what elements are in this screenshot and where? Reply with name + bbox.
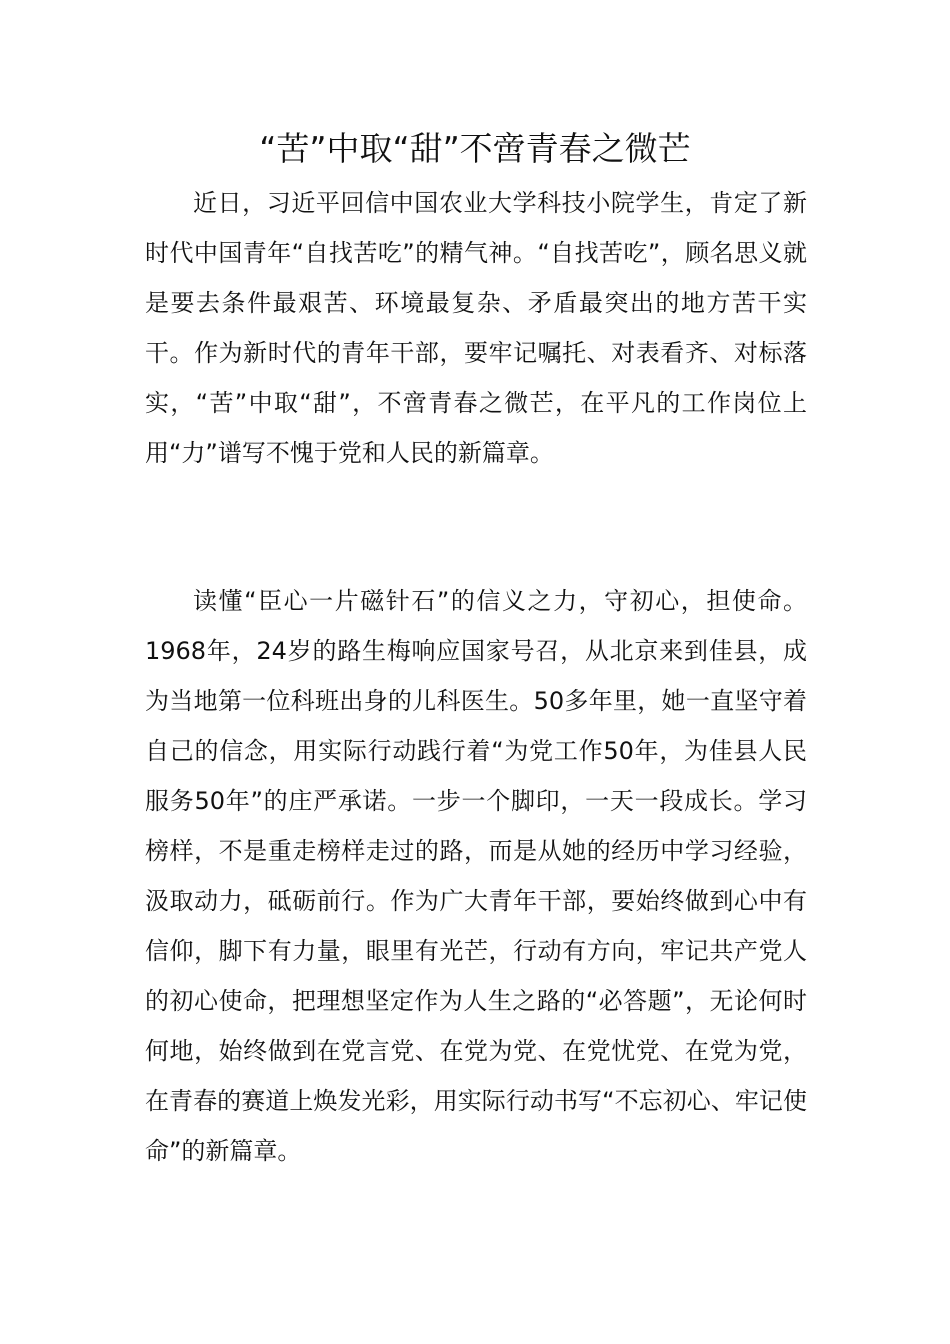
paragraph-2: 读懂“臣心一片磁针石”的信义之力，守初心，担使命。1968年，24岁的路生梅响应国家号召，从北京来到佳县，成为当地第一位科班出身的儿科医生。50多年里，她一直坚守着自己的信念，用实际行动践行着“为党工作50年，为佳县人民服务50年”的庄严承诺。一步一个脚印，一天一段成长。学习榜样，不是重走榜样走过的路，而是从她的经历中学习经验，汲取动力，砥砺前行。作为广大青年干部，要始终做到心中有信仰，脚下有力量，眼里有光芒，行动有方向，牢记共产党人的初心使命，把理想坚定作为人生之路的“必答题”，无论何时何地，始终做到在党言党、在党为党、在党忧党、在党为党，在青春的赛道上焕发光彩，用实际行动书写“不忘初心、牢记使命”的新篇章。 — [145, 587, 807, 1165]
paragraph-1: 近日，习近平回信中国农业大学科技小院学生，肯定了新时代中国青年“自找苦吃”的精气神。“自找苦吃”，顾名思义就是要去条件最艰苦、环境最复杂、矛盾最突出的地方苦干实干。作为新时代的青年干部，要牢记嘱托、对表看齐、对标落实，“苦”中取“甜”，不啻青春之微芒，在平凡的工作岗位上用“力”谱写不愧于党和人民的新篇章。 — [145, 189, 807, 467]
document-title: “苦”中取“甜”不啻青春之微芒 — [259, 129, 691, 168]
